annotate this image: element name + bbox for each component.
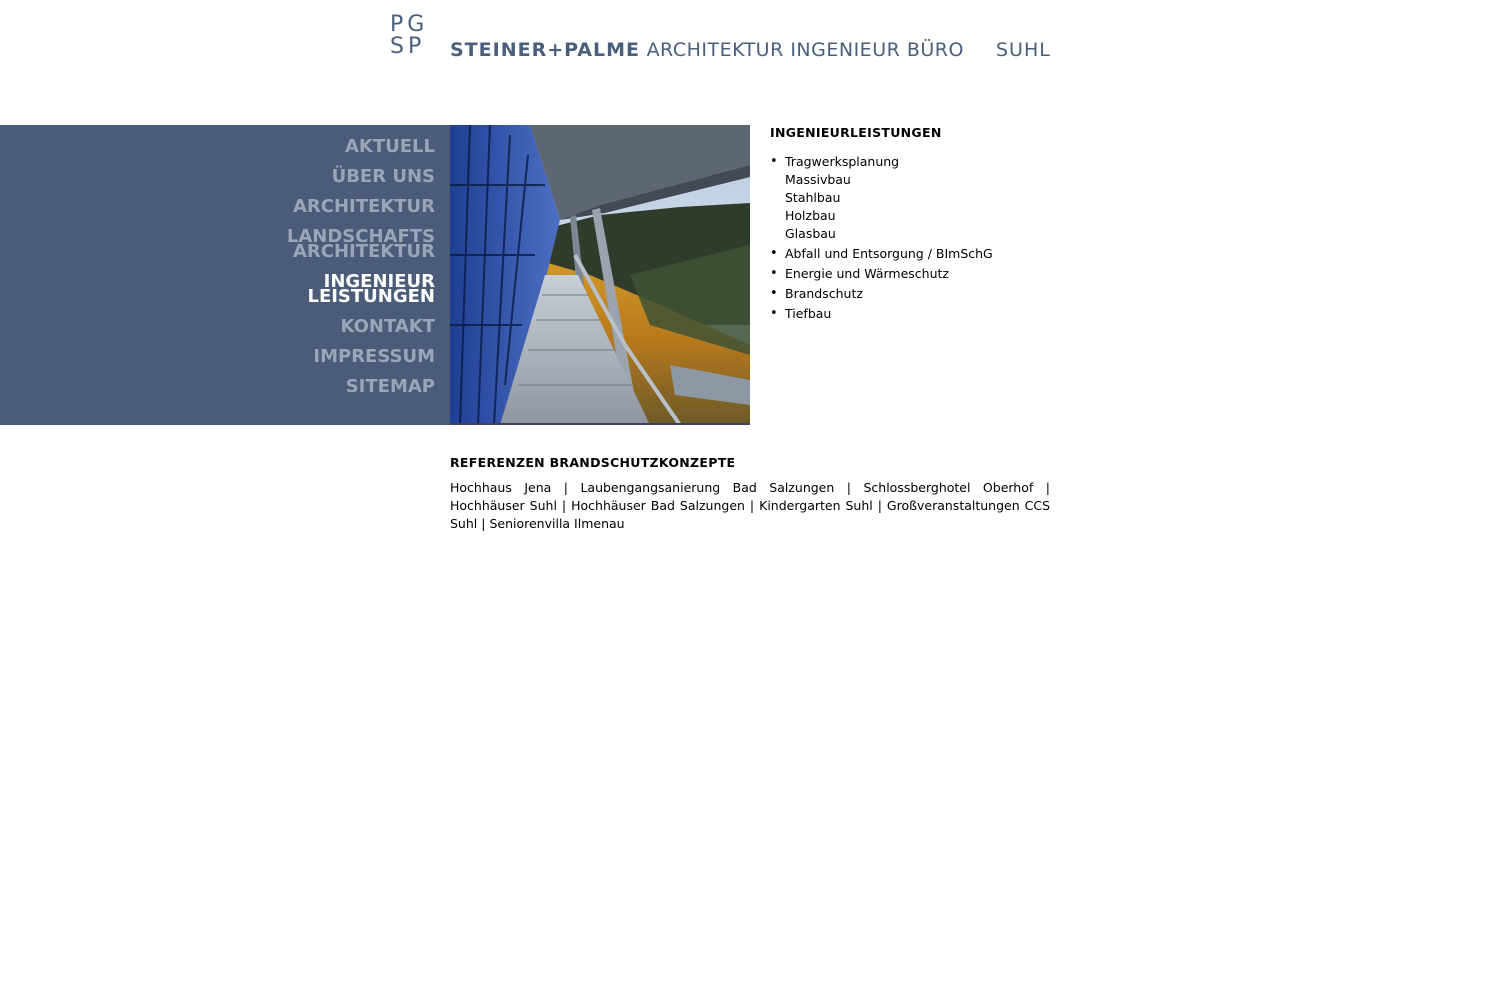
reference-link[interactable]: Kindergarten Suhl bbox=[759, 498, 873, 513]
brand-name: STEINER+PALME bbox=[450, 39, 641, 61]
nav-item-line: LANDSCHAFTS bbox=[286, 226, 435, 247]
service-subitem: Holzbau bbox=[785, 208, 836, 223]
references-heading: REFERENZEN BRANDSCHUTZKONZEPTE bbox=[450, 455, 736, 470]
reference-link[interactable]: Schlossberghotel Oberhof bbox=[863, 480, 1034, 495]
nav-item-kontakt[interactable]: KONTAKT bbox=[340, 316, 435, 337]
service-subitem: Stahlbau bbox=[785, 190, 841, 205]
nav-item-architektur[interactable]: ARCHITEKTUR bbox=[292, 196, 435, 217]
reference-link[interactable]: Hochhäuser Suhl bbox=[450, 498, 557, 513]
reference-link[interactable]: Hochhaus Jena bbox=[450, 480, 552, 495]
service-label: Brandschutz bbox=[785, 286, 863, 301]
service-item bbox=[785, 153, 1070, 243]
nav-item-impressum[interactable]: IMPRESSUM bbox=[313, 346, 435, 367]
references-section bbox=[450, 455, 1050, 533]
reference-link[interactable]: Laubengangsanierung Bad Salzungen bbox=[580, 480, 835, 495]
services-heading: INGENIEURLEISTUNGEN bbox=[770, 125, 942, 140]
service-item bbox=[785, 265, 1070, 283]
separator: | bbox=[749, 498, 755, 513]
separator: | bbox=[877, 498, 882, 513]
nav-item-line: LEISTUNGEN bbox=[307, 286, 435, 307]
nav-item-sitemap[interactable]: SITEMAP bbox=[345, 376, 435, 397]
references-list bbox=[450, 479, 1050, 533]
separator: | bbox=[1045, 480, 1050, 495]
service-item bbox=[785, 245, 1070, 263]
services-list bbox=[770, 153, 1070, 323]
brand-subtitle: ARCHITEKTUR INGENIEUR BÜRO bbox=[646, 39, 964, 61]
service-subitem: Glasbau bbox=[785, 226, 836, 241]
service-subitem: Massivbau bbox=[785, 172, 851, 187]
logo-bottom-row bbox=[390, 36, 438, 58]
services-section bbox=[770, 125, 1070, 325]
logo-letter: PG bbox=[390, 12, 429, 37]
service-label: Abfall und Entsorgung / BImSchG bbox=[785, 246, 993, 261]
logo-letter: SP bbox=[390, 34, 426, 59]
service-item bbox=[785, 305, 1070, 323]
nav-item-ingenieurleistungen[interactable] bbox=[307, 271, 435, 307]
service-item bbox=[785, 285, 1070, 303]
logo[interactable] bbox=[390, 14, 438, 60]
nav-item-line: INGENIEUR bbox=[323, 271, 435, 292]
reference-link[interactable]: Hochhäuser Bad Salzungen bbox=[571, 498, 745, 513]
service-label: Energie und Wärmeschutz bbox=[785, 266, 949, 281]
site-city: SUHL bbox=[996, 39, 1051, 61]
reference-link[interactable]: Großveranstaltungen CCS Suhl bbox=[450, 498, 1051, 531]
nav-item-line: ARCHITEKTUR bbox=[292, 241, 435, 262]
bridge-photo-image bbox=[450, 125, 750, 425]
service-label: Tiefbau bbox=[785, 306, 832, 321]
nav-item-landschaftsarchitektur[interactable] bbox=[286, 226, 435, 262]
nav-band bbox=[0, 125, 450, 425]
header-photo bbox=[450, 125, 750, 425]
separator: | bbox=[846, 480, 851, 495]
service-label: Tragwerksplanung bbox=[785, 154, 900, 169]
nav-item-aktuell[interactable]: AKTUELL bbox=[344, 136, 435, 157]
logo-top-row bbox=[390, 14, 438, 36]
nav-item-ueber-uns[interactable]: ÜBER UNS bbox=[331, 166, 435, 187]
reference-link[interactable]: Seniorenvilla Ilmenau bbox=[489, 516, 625, 531]
separator: | bbox=[561, 498, 567, 513]
site-title bbox=[450, 39, 964, 61]
separator: | bbox=[481, 516, 486, 531]
separator: | bbox=[563, 480, 568, 495]
